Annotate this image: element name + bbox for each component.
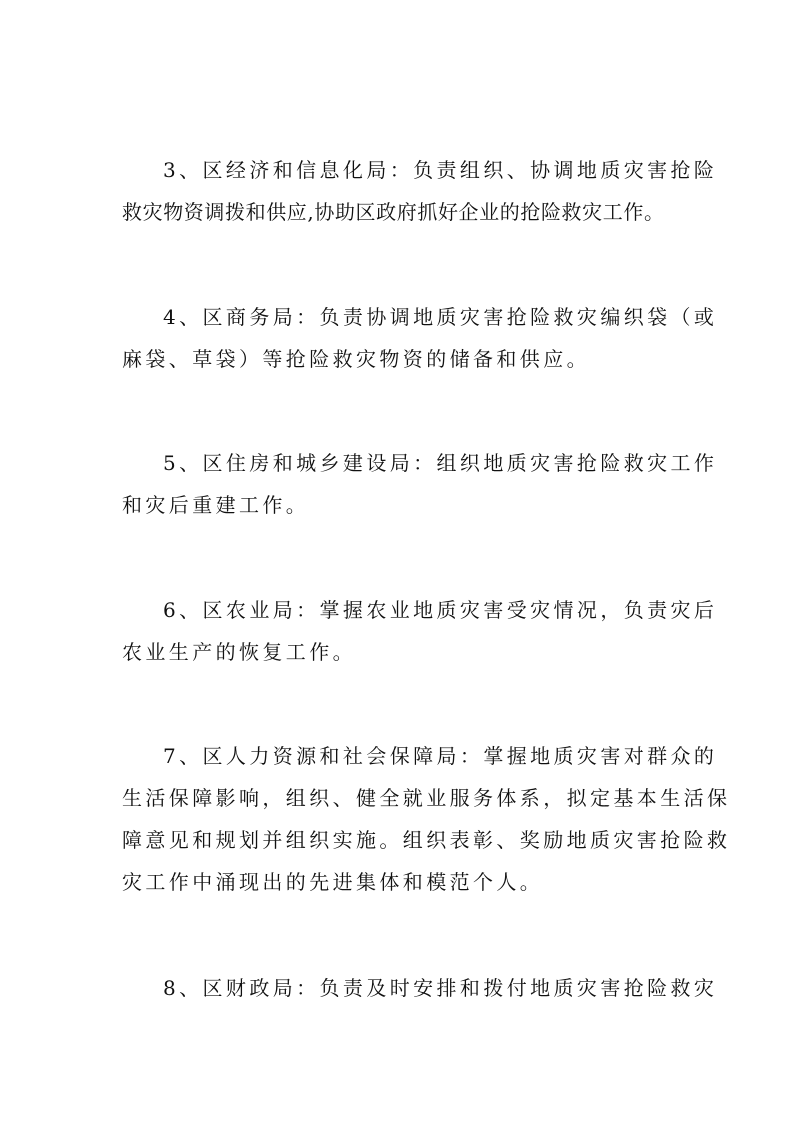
text-line: 5、区住房和城乡建设局：组织地质灾害抢险救灾工作 [163, 451, 718, 475]
text-line: 6、区农业局：掌握农业地质灾害受灾情况，负责灾后 [163, 598, 718, 622]
paragraph-human-resources-bureau [122, 735, 731, 903]
text-line: 障意见和规划并组织实施。组织表彰、奖励地质灾害抢险救 [122, 828, 731, 852]
paragraph-housing-construction-bureau [122, 442, 718, 526]
paragraph-commerce-bureau [122, 296, 718, 380]
text-line: 7、区人力资源和社会保障局：掌握地质灾害对群众的 [163, 744, 718, 768]
text-line: 农业生产的恢复工作。 [122, 640, 356, 664]
text-line: 生活保障影响，组织、健全就业服务体系，拟定基本生活保 [122, 786, 731, 810]
paragraph-finance-bureau [122, 967, 718, 1009]
text-line: 3、区经济和信息化局：负责组织、协调地质灾害抢险 [163, 158, 718, 182]
paragraph-economy-info-bureau [122, 149, 718, 233]
text-line: 4、区商务局：负责协调地质灾害抢险救灾编织袋（或 [163, 305, 718, 329]
text-line: 和灾后重建工作。 [122, 493, 310, 517]
text-line: 灾工作中涌现出的先进集体和模范个人。 [122, 870, 544, 894]
text-line: 8、区财政局：负责及时安排和拨付地质灾害抢险救灾 [163, 976, 718, 1000]
text-line: 救灾物资调拨和供应,协助区政府抓好企业的抢险救灾工作。 [122, 200, 665, 224]
text-line: 麻袋、草袋）等抢险救灾物资的储备和供应。 [122, 347, 590, 371]
paragraph-agriculture-bureau [122, 589, 718, 673]
